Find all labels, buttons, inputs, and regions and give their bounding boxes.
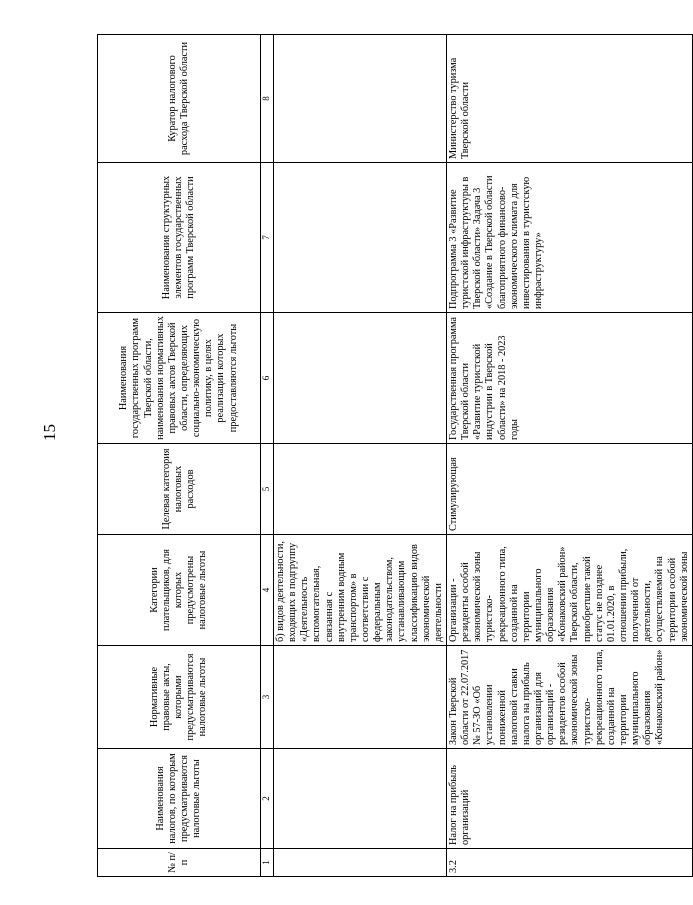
- header-cell: Наименования государственных программ Тверской области, наименования нормативных правовых актов Тверской области, определяющих социально-экономическую политику, в целях реализации которых предоставляются льготы: [98, 313, 261, 444]
- table-cell: Закон Тверской области от 22.07.2017 № 57-ЗО «Об установлении пониженной налоговой ставки налога на прибыль организаций для организаций - резидентов особой экономической зоны туристско-рекреационного типа, созданной на территории муниципального образования «Конаковский район»: [446, 646, 692, 749]
- table-row: [446, 35, 692, 877]
- header-cell: Наименования структурных элементов государственных программ Тверской области: [98, 163, 261, 313]
- table-cell: Налог на прибыль организаций: [446, 749, 692, 849]
- tax-benefits-table: [97, 34, 693, 877]
- header-row: [98, 35, 261, 877]
- table-row: [274, 35, 447, 877]
- table-cell: [274, 444, 447, 535]
- column-number: 8: [261, 35, 274, 163]
- header-cell: Наименования налогов, по которым предусматриваются налоговые льготы: [98, 749, 261, 849]
- header-cell: Куратор налогового расхода Тверской области: [98, 35, 261, 163]
- column-number: 6: [261, 313, 274, 444]
- table-cell: Министерство туризма Тверской области: [446, 35, 692, 163]
- table-cell: Подпрограмма 3 «Развитие туристской инфраструктуры в Тверской области» Задача 3 «Создание в Тверской области благоприятного финансово-экономического климата для инвестирования в туристскую инфраструктуру»: [446, 163, 692, 313]
- column-number: 2: [261, 749, 274, 849]
- header-cell: № п/п: [98, 849, 261, 877]
- table-cell: [274, 849, 447, 877]
- column-number: 3: [261, 646, 274, 749]
- table-cell: [274, 749, 447, 849]
- table-cell: Стимулирующая: [446, 444, 692, 535]
- table-cell: Государственная программа Тверской области «Развитие туристской индустрии в Тверской области» на 2018 - 2023 годы: [446, 313, 692, 444]
- column-number: 1: [261, 849, 274, 877]
- header-cell: Целевая категория налоговых расходов: [98, 444, 261, 535]
- table-cell: б) видов деятельности, входящих в подгруппу «Деятельность вспомогательная, связанная с внутренним водным транспортом» в соответствии с федеральным законодательством, устанавливающим классификацию видов экономической деятельности: [274, 535, 447, 646]
- header-cell: Категории плательщиков, для которых предусмотрены налоговые льготы: [98, 535, 261, 646]
- column-number: 7: [261, 163, 274, 313]
- column-number-row: [261, 35, 274, 877]
- header-cell: Нормативные правовые акты, которыми предусматриваются налоговые льготы: [98, 646, 261, 749]
- table-cell: Организации - резиденты особой экономической зоны туристско-рекреационного типа, созданной на территории муниципального образования «Конаковский район» Тверской области, приобретшие такой статус не позднее 01.01.2020, в отношении прибыли, полученной от деятельности, осуществляемой на территории особой экономической зоны: [446, 535, 692, 646]
- page-number: 15: [40, 424, 59, 441]
- column-number: 5: [261, 444, 274, 535]
- table-cell: [274, 163, 447, 313]
- table-cell: 3.2: [446, 849, 692, 877]
- table-cell: [274, 313, 447, 444]
- column-number: 4: [261, 535, 274, 646]
- table-cell: [274, 646, 447, 749]
- table-cell: [274, 35, 447, 163]
- rotated-table-region: [97, 35, 690, 877]
